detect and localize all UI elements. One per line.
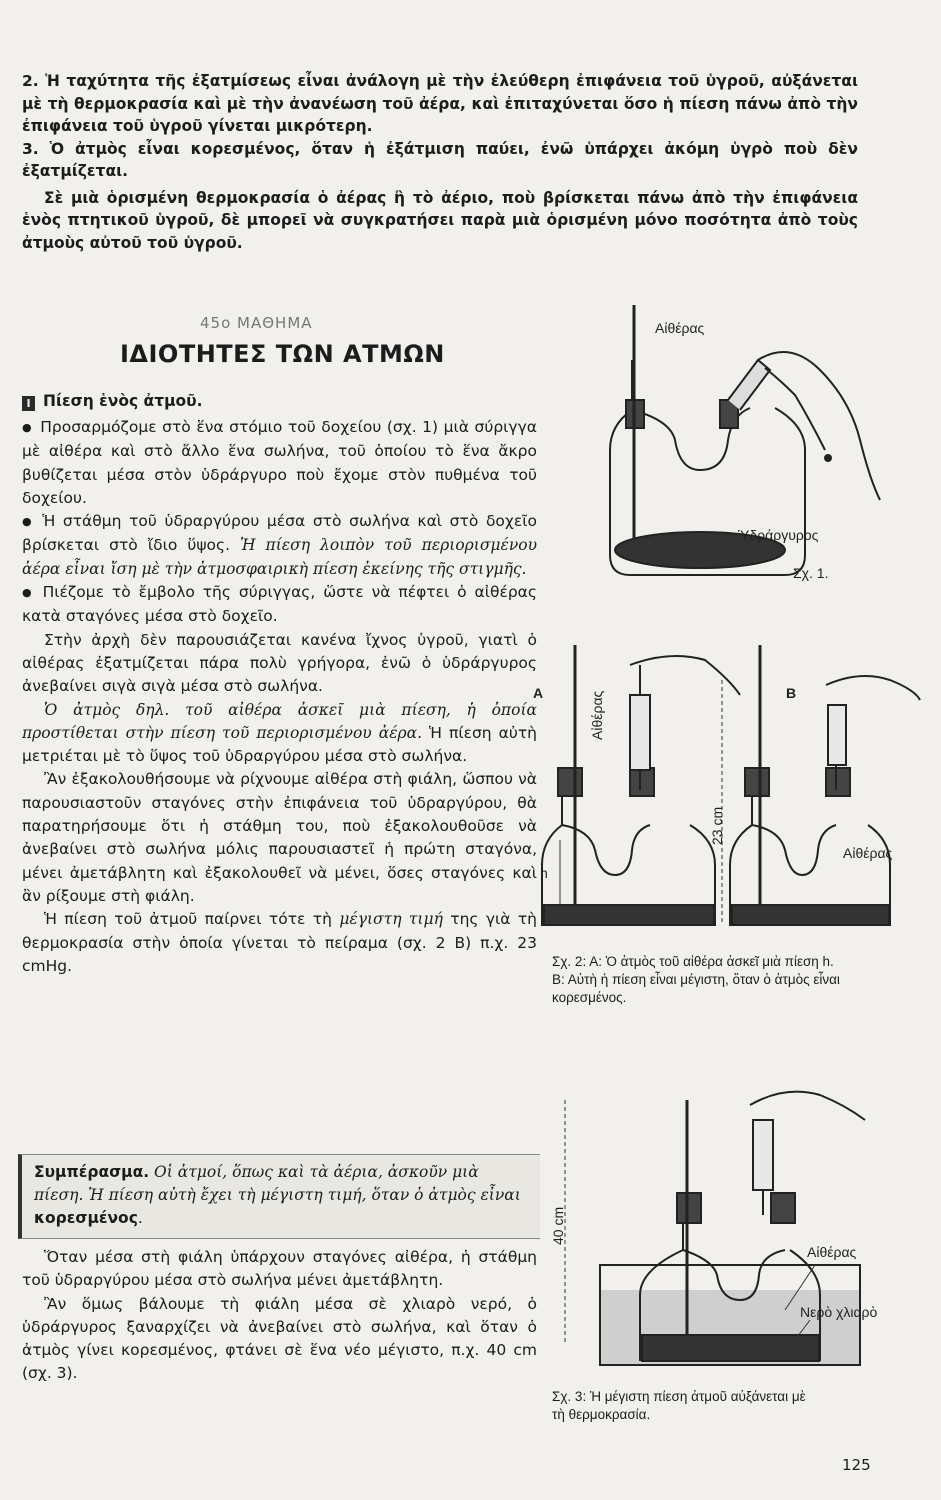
section-heading-text: Πίεση ἑνὸς ἀτμοῦ. — [43, 392, 203, 410]
fig1-ether-label: Αἰθέρας — [655, 320, 705, 336]
page-number: 125 — [842, 1456, 871, 1474]
section-heading — [22, 392, 203, 411]
fig2-label-b: B — [786, 685, 797, 701]
paragraph-5-italic: Ὁ ἀτμὸς δηλ. τοῦ αἰθέρα ἀσκεῖ μιὰ πίεση, ἡ ὁποία προστίθεται στὴν πίεση τοῦ περιορισμένου ἀέρα. — [22, 700, 537, 742]
paragraph-7 — [22, 908, 537, 978]
body-column-bottom — [22, 1246, 537, 1386]
bullet-1 — [22, 416, 537, 510]
paragraph-4: Στὴν ἀρχὴ δὲν παρουσιάζεται κανένα ἴχνος ὑγροῦ, γιατὶ ὁ αἰθέρας ἐξατμίζεται πάρα πολὺ γρήγορα, ἐνῶ ὁ ὑδράργυρος ἀνεβαίνει σιγὰ σιγὰ μέσα στὸ σωλήνα. — [22, 630, 537, 696]
flask-2b-illustration — [730, 645, 920, 925]
fig2-caption — [552, 953, 907, 1007]
intro-paragraph-gas: Σὲ μιὰ ὁρισμένη θερμοκρασία ὁ ἀέρας ἢ τὸ ἀέριο, ποὺ βρίσκεται πάνω ἀπὸ τὴν ἐπιφάνεια ἑνὸς πτητικοῦ ὑγροῦ, δὲ μπορεῖ νὰ συγκρατήσει παρὰ μιὰ ὁρισμένη μόνο ποσότητα ἀπὸ τοὺς ἀτμοὺς αὐτοῦ τοῦ ὑγροῦ. — [22, 188, 858, 252]
paragraph-7-end: της γιὰ τὴ θερμοκρασία στὴν ὁποία γίνεται τὸ πείραμα (σχ. 2 Β) π.χ. 23 cmHg. — [22, 910, 537, 975]
conclusion-label: Συμπέρασμα. — [34, 1163, 150, 1181]
figure-1 — [590, 300, 890, 600]
lesson-number: 45ο ΜΑΘΗΜΑ — [200, 314, 313, 332]
conclusion-bold: κορεσμένος — [34, 1209, 138, 1227]
paragraph-5-text: Ἡ πίεση αὐτὴ μετριέται μὲ τὸ ὕψος τοῦ ὑδραργύρου μέσα στὸ σωλήνα. — [22, 723, 537, 766]
intro-paragraph-2: 2. Ἡ ταχύτητα τῆς ἐξατμίσεως εἶναι ἀνάλογη μὲ τὴν ἐλεύθερη ἐπιφάνεια τοῦ ὑγροῦ, αὐξάνεται μὲ τὴ θερμοκρασία καὶ μὲ τὴν ἀνανέωση τοῦ ἀέρα, καὶ ἐπιταχύνεται ὅσο ἡ πίεση πάνω ἀπὸ τὴν ἐπιφάνεια τοῦ ὑγροῦ γίνεται μικρότερη. — [22, 72, 858, 135]
fig2-caption-line-b: Β: Αὐτὴ ἡ πίεση εἶναι μέγιστη, ὅταν ὁ ἀτμὸς εἶναι κορεσμένος. — [552, 972, 840, 1005]
fig2-ether-vertical: Αἰθέρας — [589, 690, 605, 740]
paragraph-5 — [22, 699, 537, 769]
conclusion-end: . — [137, 1209, 143, 1227]
fig2-caption-line-a: Σχ. 2: Α: Ὁ ἀτμὸς τοῦ αἰθέρα ἀσκεῖ μιὰ πίεση h. — [552, 954, 834, 969]
fig1-mercury-label: Ὑδράργυρος — [738, 527, 819, 543]
paragraph-9: Ἂν ὅμως βάλουμε τὴ φιάλη μέσα σὲ χλιαρὸ νερό, ὁ ὑδράργυρος ξαναρχίζει νὰ ἀνεβαίνει στὸ σωλήνα, καὶ ὅταν ὁ ἀτμὸς γίνει κορεσμένος, φτάνει σὲ ἕνα νέο μέγιστο, π.χ. 40 cm (σχ. 3). — [22, 1294, 537, 1383]
fig3-ether-label: Αἰθέρας — [807, 1244, 857, 1260]
figure-2 — [530, 640, 925, 945]
fig2-label-a: A — [533, 685, 544, 701]
intro-paragraph-3: 3. Ὁ ἀτμὸς εἶναι κορεσμένος, ὅταν ἡ ἐξάτμιση παύει, ἐνῶ ὑπάρχει ἀκόμη ὑγρὸ ποὺ δὲν ἐξατμίζεται. — [22, 139, 858, 180]
fig2-height-label: 23 cm — [709, 806, 725, 845]
fig3-caption: Σχ. 3: Ἡ μέγιστη πίεση ἀτμοῦ αὐξάνεται μὲ τὴ θερμοκρασία. — [552, 1389, 806, 1422]
body-column-top — [22, 416, 537, 978]
bullet-2-text: Ἡ στάθμη τοῦ ὑδραργύρου μέσα στὸ σωλήνα καὶ στὸ δοχεῖο βρίσκεται στὸ ἴδιο ὕψος. — [22, 512, 537, 555]
fig2-ether-label: Αἰθέρας — [843, 845, 893, 861]
fig2-h-label: h — [540, 865, 548, 881]
intro-text — [22, 70, 858, 254]
paragraph-7-text: Ἡ πίεση τοῦ ἀτμοῦ παίρνει τότε τὴ — [44, 910, 340, 929]
bullet-2-italic: Ἡ πίεση λοιπὸν τοῦ περιορισμένου ἀέρα εἶναι ἴση μὲ τὴν ἀτμοσφαιρικὴ πίεση ἐκείνης τῆς στιγμῆς. — [22, 536, 537, 578]
paragraph-6: Ἂν ἐξακολουθήσουμε νὰ ρίχνουμε αἰθέρα στὴ φιάλη, ὥσπου νὰ παρουσιαστοῦν σταγόνες στὴν ἐπιφάνεια τοῦ ὑδραργύρου, θὰ παρατηρήσουμε ὅτι ἡ στάθμη του, ποὺ ἐξακολουθοῦσε νὰ ἀνεβαίνει στὸ σωλήνα μόλις παρουσιαστεῖ ἡ πρώτη σταγόνα, μένει ἀμετάβλητη καὶ ἐξακολουθεῖ νὰ μένει, ὅσες σταγόνες καὶ ἂν ρίξουμε στὴ φιάλη. — [22, 770, 537, 905]
conclusion-text: Οἱ ἀτμοί, ὅπως καὶ τὰ ἀέρια, ἀσκοῦν μιὰ πίεση. Ἡ πίεση αὐτὴ ἔχει τὴ μέγιστη τιμή, ὅταν ὁ ἀτμὸς εἶναι — [34, 1163, 521, 1204]
bullet-3 — [22, 581, 537, 629]
paragraph-8: Ὅταν μέσα στὴ φιάλη ὑπάρχουν σταγόνες αἰθέρα, ἡ στάθμη τοῦ ὑδραργύρου μέσα στὸ σωλήνα μένει ἀμετάβλητη. — [22, 1248, 537, 1290]
conclusion-box — [18, 1154, 540, 1239]
flask-3-illustration — [600, 1092, 865, 1365]
page-title: ΙΔΙΟΤΗΤΕΣ ΤΩΝ ΑΤΜΩΝ — [120, 340, 445, 368]
figure-3 — [545, 1075, 925, 1390]
bullet-1-text: Προσαρμόζομε στὸ ἕνα στόμιο τοῦ δοχείου (σχ. 1) μιὰ σύριγγα μὲ αἰθέρα καὶ στὸ ἄλλο ἕνα σωλήνα, τοῦ ὁποίου τὸ ἕνα ἄκρο βυθίζεται μέσα στὸν ὑδράργυρο ποὺ ἔχομε στὸν πυθμένα τοῦ δοχείου. — [22, 418, 537, 507]
flask-2a-illustration — [542, 645, 740, 925]
fig1-caption: Σχ. 1. — [793, 565, 829, 581]
fig3-height-label: 40 cm — [550, 1206, 566, 1245]
section-marker: I — [22, 396, 35, 411]
bullet-3-text: Πιέζομε τὸ ἔμβολο τῆς σύριγγας, ὥστε νὰ πέφτει ὁ αἰθέρας κατὰ σταγόνες μέσα στὸ δοχεῖο. — [22, 583, 537, 626]
fig3-water-label: Νερὸ χλιαρὸ — [800, 1304, 878, 1320]
bullet-2 — [22, 510, 537, 581]
paragraph-7-italic: μέγιστη τιμή — [339, 910, 443, 929]
